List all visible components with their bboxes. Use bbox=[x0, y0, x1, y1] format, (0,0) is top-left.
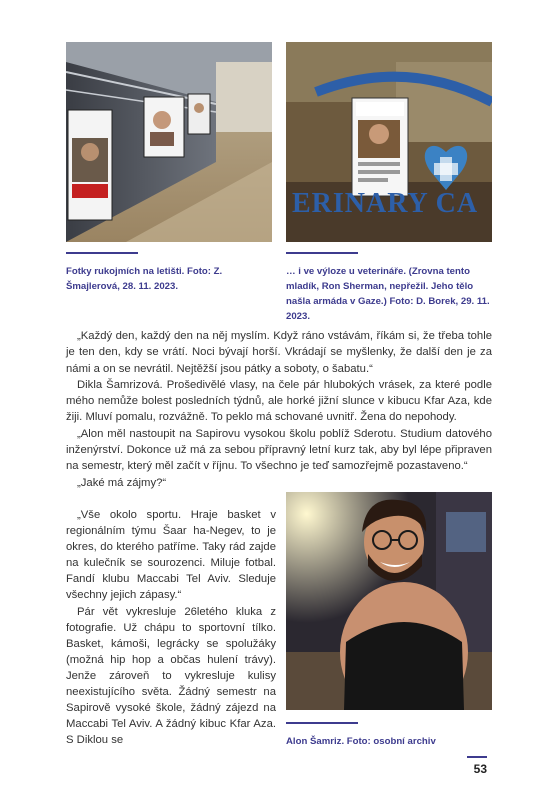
photo-vet-window bbox=[286, 42, 492, 242]
caption-airport: Fotky rukojmích na letišti. Foto: Z. Šmajlerová, 28. 11. 2023. bbox=[66, 266, 223, 292]
caption-rule-airport bbox=[66, 252, 138, 254]
vet-sign-text: ERINARY CA bbox=[292, 188, 479, 219]
caption-rule-vet bbox=[286, 252, 358, 254]
paragraph: Pár vět vykresluje 26letého kluka z fotografie. Už chápu to sportovní tílko. Basket, kámoši, legrácky se spolužáky (možná hip hop a občas hulení trávy). Jenže zároveň to vykresluje kulisy neexistujícího světa. Žádný semestr na Sapirově vysoké škole, žádný zájezd na Maccabi Tel Aviv. A žádný kibuc Kfar Aza. S Diklou se bbox=[66, 605, 276, 747]
photo-portrait bbox=[286, 492, 492, 710]
page-number: 53 bbox=[473, 762, 487, 776]
caption-portrait: Alon Šamriz. Foto: osobní archiv bbox=[286, 736, 436, 747]
article-text-column bbox=[66, 507, 276, 748]
paragraph: „Každý den, každý den na něj myslím. Když ráno vstávám, říkám si, že třeba tohle je ten den, kdy se vrátí. Noci bývají horší. Vkrádají se myšlenky, že další den je za námi a on se nevrátil. Nejtěžší jsou pátky a soboty, o šabatu.“ bbox=[66, 330, 492, 375]
caption-rule-portrait bbox=[286, 722, 358, 724]
paragraph: „Alon měl nastoupit na Sapirovu vysokou školu poblíž Sderotu. Studium datového inženýrství. Dokonce už má za sebou přípravný letní kurz tak, aby byl lépe připraven na semestr, který měl začít v říjnu. To všechno je teď samozřejmě pozastaveno.“ bbox=[66, 427, 492, 473]
page-number-rule bbox=[467, 756, 487, 758]
paragraph: „Jaké má zájmy?“ bbox=[77, 476, 167, 489]
paragraph: Dikla Šamrizová. Prošedivělé vlasy, na čele pár hlubokých vrásek, za které podle mého nemůže bolest posledních týdnů, ale horké jižní slunce v kibucu Kfar Aza, kde žiji. Mluví pomalu, rozvážně. To peklo má schované uvnitř. Žena do nepohody. bbox=[66, 378, 492, 424]
caption-vet: … i ve výloze u veterináře. (Zrovna tento mladík, Ron Sherman, nepřežil. Jeho tělo našla armáda v Gaze.) Foto: D. Borek, 29. 11. 2023. bbox=[286, 266, 490, 322]
paragraph: „Vše okolo sportu. Hraje basket v regionálním týmu Šaar ha-Negev, to je okres, do kterého patříme. Taky rád zajde na kulečník se sourozenci. Miluje fotbal. Fandí klubu Maccabi Tel Aviv. Sleduje všechny jejich zápasy.“ bbox=[66, 509, 276, 602]
photo-airport-hostages bbox=[66, 42, 272, 242]
article-text-top bbox=[66, 328, 492, 491]
